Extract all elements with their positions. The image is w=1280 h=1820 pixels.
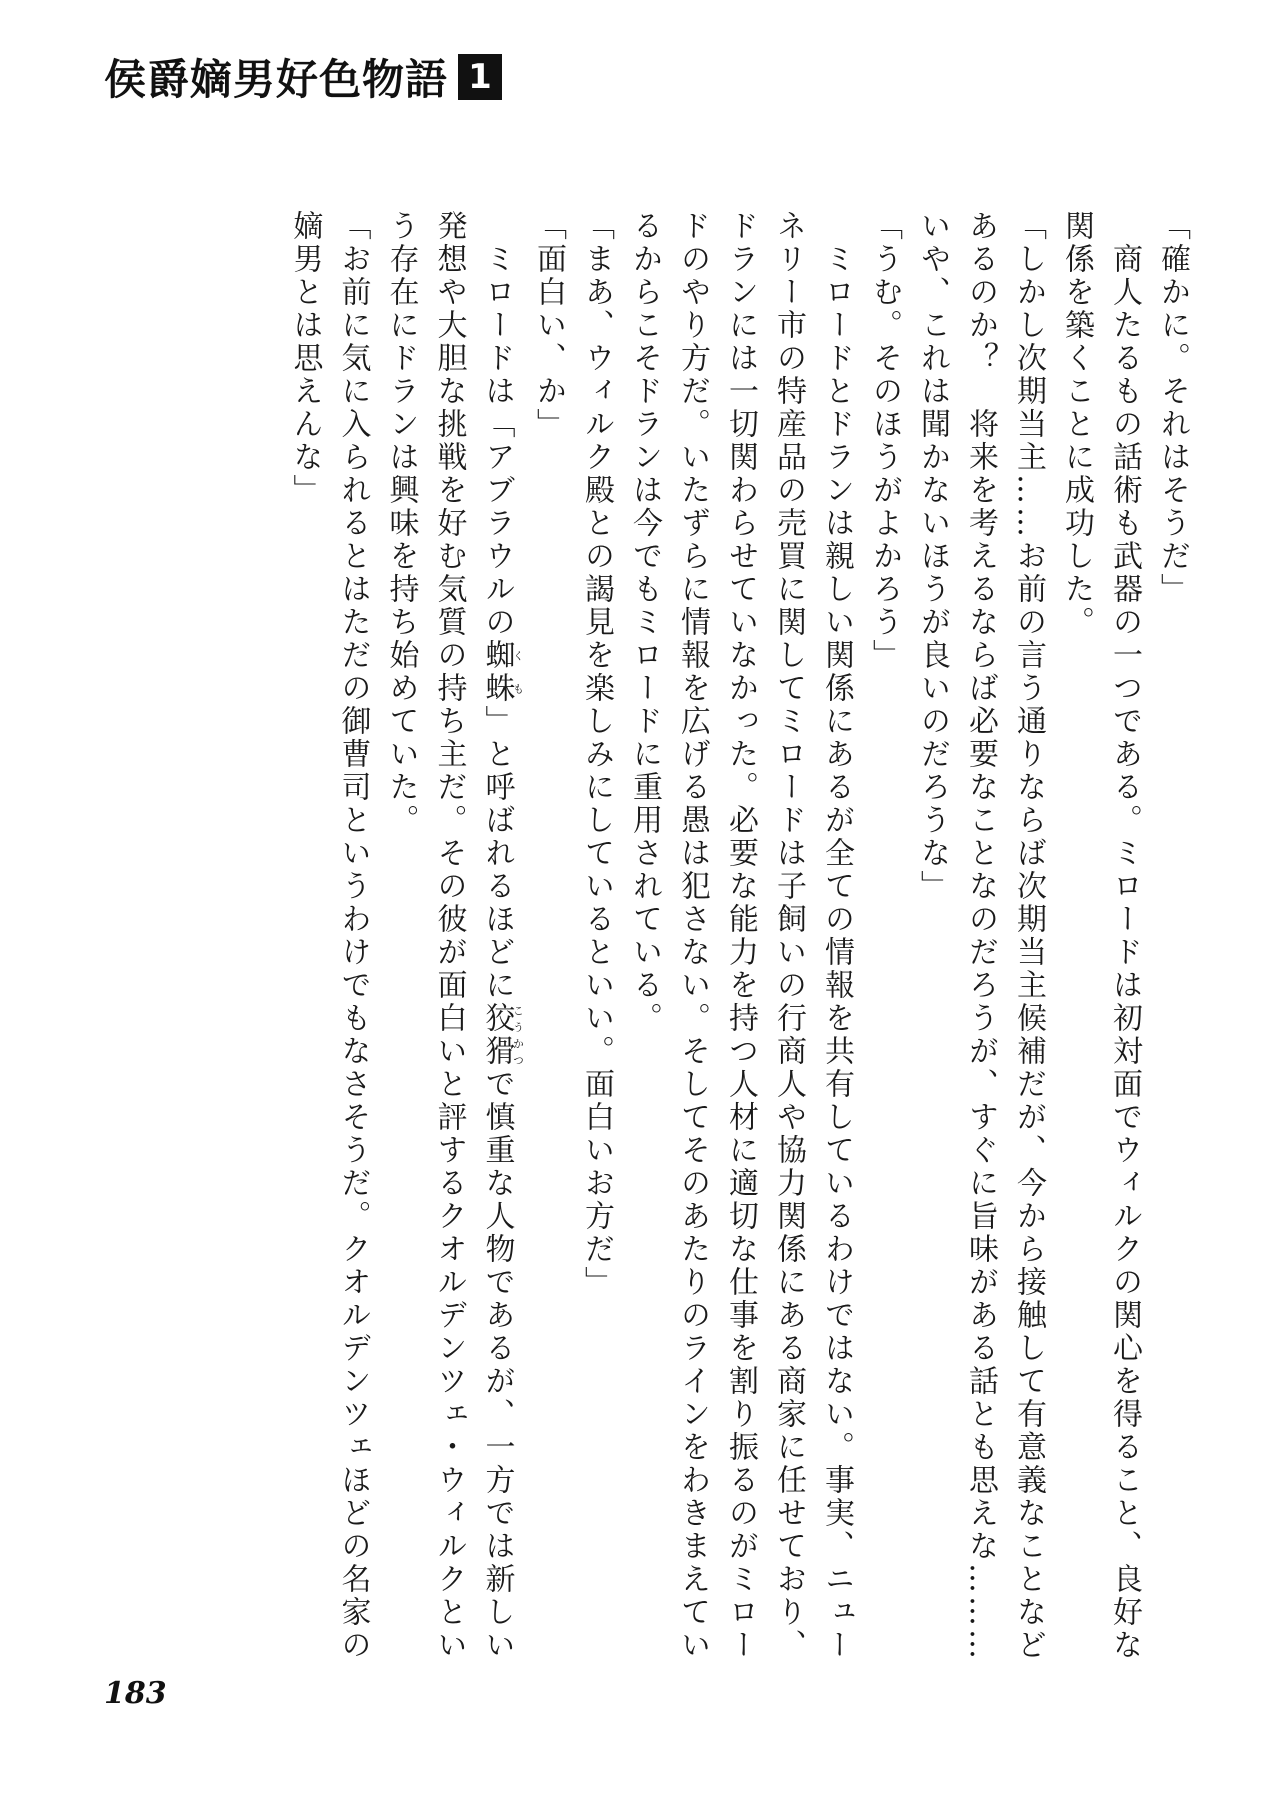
ruby-reading: こうかつ	[511, 1002, 525, 1068]
text-line: 「お前に気に入られるとはただの御曹司というわけでもなさそうだ。クオルデンツェほどの名家の	[335, 210, 371, 1662]
text-line: ミロードとドランは親しい関係にあるが全ての情報を共有しているわけではない。事実、ニュー	[819, 210, 854, 1662]
volume-badge: 1	[458, 54, 502, 100]
ruby-koukatsu	[479, 1002, 525, 1068]
text-line: 「確かに。それはそうだ」	[1155, 210, 1190, 606]
text-segment: 」と呼ばれるほどに	[479, 705, 515, 1002]
text-line: ネリー市の特産品の売買に関してミロードは子飼いの行商人や協力関係にある商家に任せており、	[771, 210, 806, 1662]
page-number: 183	[104, 1676, 167, 1711]
vertical-body-text	[96, 210, 1196, 1730]
text-line: 「しかし次期当主……お前の言う通りならば次期当主候補だが、今から接触して有意義なことなど	[1011, 210, 1046, 1662]
text-line: ドのやり方だ。いたずらに情報を広げる愚は犯さない。そしてそのあたりのラインをわきまえてい	[675, 210, 710, 1662]
text-line: あるのか？ 将来を考えるならば必要なことなのだろうが、すぐに旨味がある話とも思えな………	[963, 210, 998, 1662]
text-line-with-ruby	[473, 210, 525, 1730]
text-line: 商人たるもの話術も武器の一つである。ミロードは初対面でウィルクの関心を得ること、良好な	[1107, 210, 1142, 1662]
text-line: 関係を築くことに成功した。	[1059, 210, 1094, 639]
text-line: 「面白い、か」	[531, 210, 566, 441]
book-title: 侯爵嫡男好色物語	[104, 55, 449, 104]
text-line: 発想や大胆な挑戦を好む気質の持ち主だ。その彼が面白いと評するクオルデンツェ・ウィルクとい	[431, 210, 467, 1662]
text-line: いや、これは聞かないほうが良いのだろうな」	[915, 210, 950, 903]
ruby-base: 狡猾	[479, 1002, 515, 1068]
text-segment: ミロードは「アブラウルの	[479, 210, 515, 639]
text-segment: で慎重な人物であるが、一方では新しい	[479, 1068, 515, 1662]
text-line: 嫡男とは思えんな」	[287, 210, 323, 507]
text-line: ドランには一切関わらせていなかった。必要な能力を持つ人材に適切な仕事を割り振るのがミロー	[723, 210, 758, 1662]
ruby-base: 蜘蛛	[479, 639, 515, 705]
text-line: 「まあ、ウィルク殿との謁見を楽しみにしているといい。面白いお方だ」	[579, 210, 614, 1299]
ruby-kumo	[479, 639, 525, 705]
text-line: るからこそドランは今でもミロードに重用されている。	[627, 210, 662, 1035]
running-header	[104, 46, 502, 108]
text-line: う存在にドランは興味を持ち始めていた。	[383, 210, 419, 837]
text-line: 「うむ。そのほうがよかろう」	[867, 210, 902, 672]
ruby-reading: くも	[511, 639, 525, 705]
